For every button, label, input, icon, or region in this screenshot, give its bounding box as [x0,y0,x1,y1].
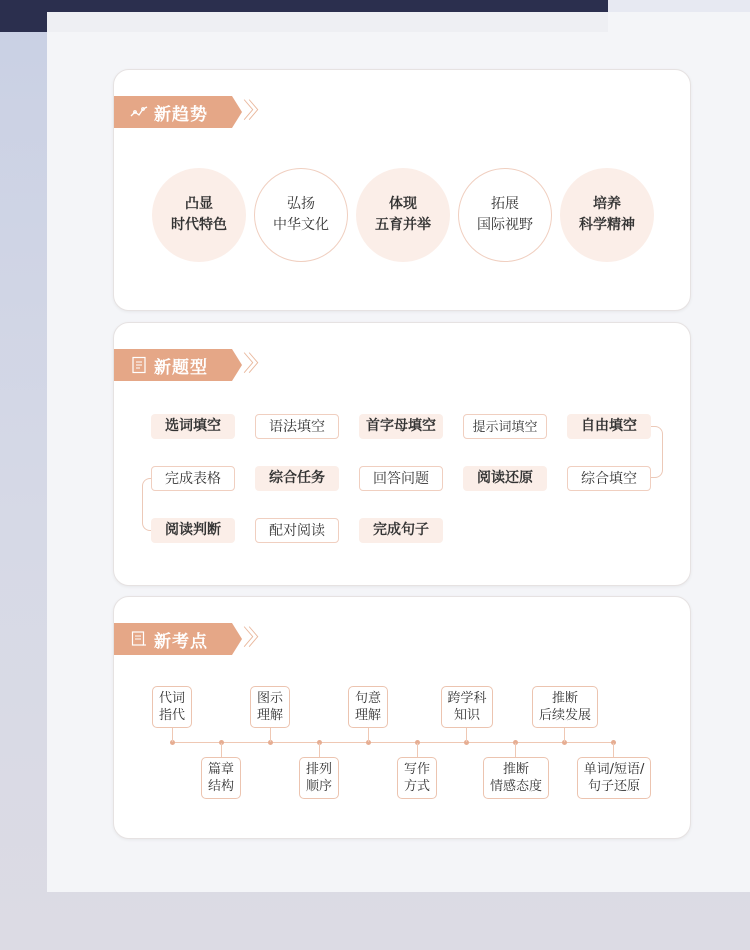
question-type-tag: 提示词填空 [463,414,547,439]
test-point-line2: 指代 [158,708,185,723]
test-point-line1: 句意 [354,691,381,706]
question-types-banner [114,349,264,381]
trend-item [458,168,552,262]
trend-line-icon [130,103,148,121]
chevrons-icon: 〉〉 [243,626,265,651]
test-point-box [152,686,192,728]
timeline-stem [270,728,271,742]
trend-item-line1: 拓展 [491,196,519,212]
test-points-banner-body [114,623,232,655]
sheet-top-strip [47,12,608,32]
test-point-box [250,686,290,728]
test-point-box [348,686,388,728]
test-point-box [441,686,493,728]
list-icon [130,630,148,648]
question-type-tag: 阅读还原 [463,466,547,491]
question-type-tag: 配对阅读 [255,518,339,543]
test-point-line1: 代词 [158,691,185,706]
test-point-line2: 理解 [354,708,381,723]
test-point-box [483,757,549,799]
test-points-card [113,596,691,839]
question-type-tag: 完成表格 [151,466,235,491]
banner-arrow [232,623,242,655]
trend-banner [114,96,264,128]
test-point-box [299,757,339,799]
test-point-line1: 排列 [305,762,332,777]
timeline-stem [172,728,173,742]
test-point-box [532,686,598,728]
test-point-line1: 写作 [403,762,430,777]
chevrons-icon: 〉〉 [243,352,265,377]
document-icon [130,356,148,374]
question-type-tag: 完成句子 [359,518,443,543]
test-point-line2: 理解 [256,708,283,723]
timeline-stem [564,728,565,742]
test-point-line2: 结构 [207,779,234,794]
timeline-stem [466,728,467,742]
top-light-bar [608,0,750,12]
timeline-stem [417,743,418,757]
question-type-tag: 语法填空 [255,414,339,439]
trend-item-line1: 凸显 [185,196,213,212]
trend-item-line1: 体现 [389,196,417,212]
timeline-axis [172,742,616,743]
trend-item-line2: 科学精神 [579,217,635,233]
question-types-title: 新题型 [154,357,208,378]
trend-item-line1: 培养 [593,196,621,212]
test-point-line1: 单词/短语/ [583,762,645,777]
question-type-tag: 回答问题 [359,466,443,491]
test-point-box [577,757,651,799]
timeline-stem [319,743,320,757]
trend-card [113,69,691,311]
banner-arrow [232,96,242,128]
trend-item [356,168,450,262]
test-point-box [201,757,241,799]
question-type-tag: 阅读判断 [151,518,235,543]
trend-title: 新趋势 [154,104,208,125]
question-type-tag: 综合填空 [567,466,651,491]
test-points-banner [114,623,264,655]
trend-item-line2: 五育并举 [375,217,431,233]
test-point-line2: 后续发展 [538,708,591,723]
test-point-line2: 顺序 [305,779,332,794]
test-point-line2: 知识 [453,708,480,723]
timeline-stem [368,728,369,742]
test-point-line1: 推断 [502,762,529,777]
test-point-line1: 跨学科 [447,691,487,706]
trend-item-line1: 弘扬 [287,196,315,212]
test-point-line1: 篇章 [207,762,234,777]
test-point-line1: 图示 [256,691,283,706]
test-point-box [397,757,437,799]
trend-banner-body [114,96,232,128]
chevrons-icon: 〉〉 [243,99,265,124]
trend-item [152,168,246,262]
test-point-line1: 推断 [551,691,578,706]
test-points-title: 新考点 [154,631,208,652]
trend-item [560,168,654,262]
trend-item [254,168,348,262]
trend-circles [152,168,662,262]
timeline-stem [613,743,614,757]
question-type-tag: 选词填空 [151,414,235,439]
test-point-line2: 句子还原 [587,779,640,794]
test-point-line2: 情感态度 [489,779,542,794]
question-type-tag: 首字母填空 [359,414,443,439]
test-point-line2: 方式 [403,779,430,794]
timeline-stem [221,743,222,757]
question-type-tag: 综合任务 [255,466,339,491]
banner-arrow [232,349,242,381]
trend-item-line2: 中华文化 [273,217,329,233]
question-types-card [113,322,691,586]
timeline-stem [515,743,516,757]
question-types-banner-body [114,349,232,381]
trend-item-line2: 时代特色 [171,217,227,233]
flow-connector-right [650,426,663,478]
trend-item-line2: 国际视野 [477,217,533,233]
question-type-tag: 自由填空 [567,414,651,439]
